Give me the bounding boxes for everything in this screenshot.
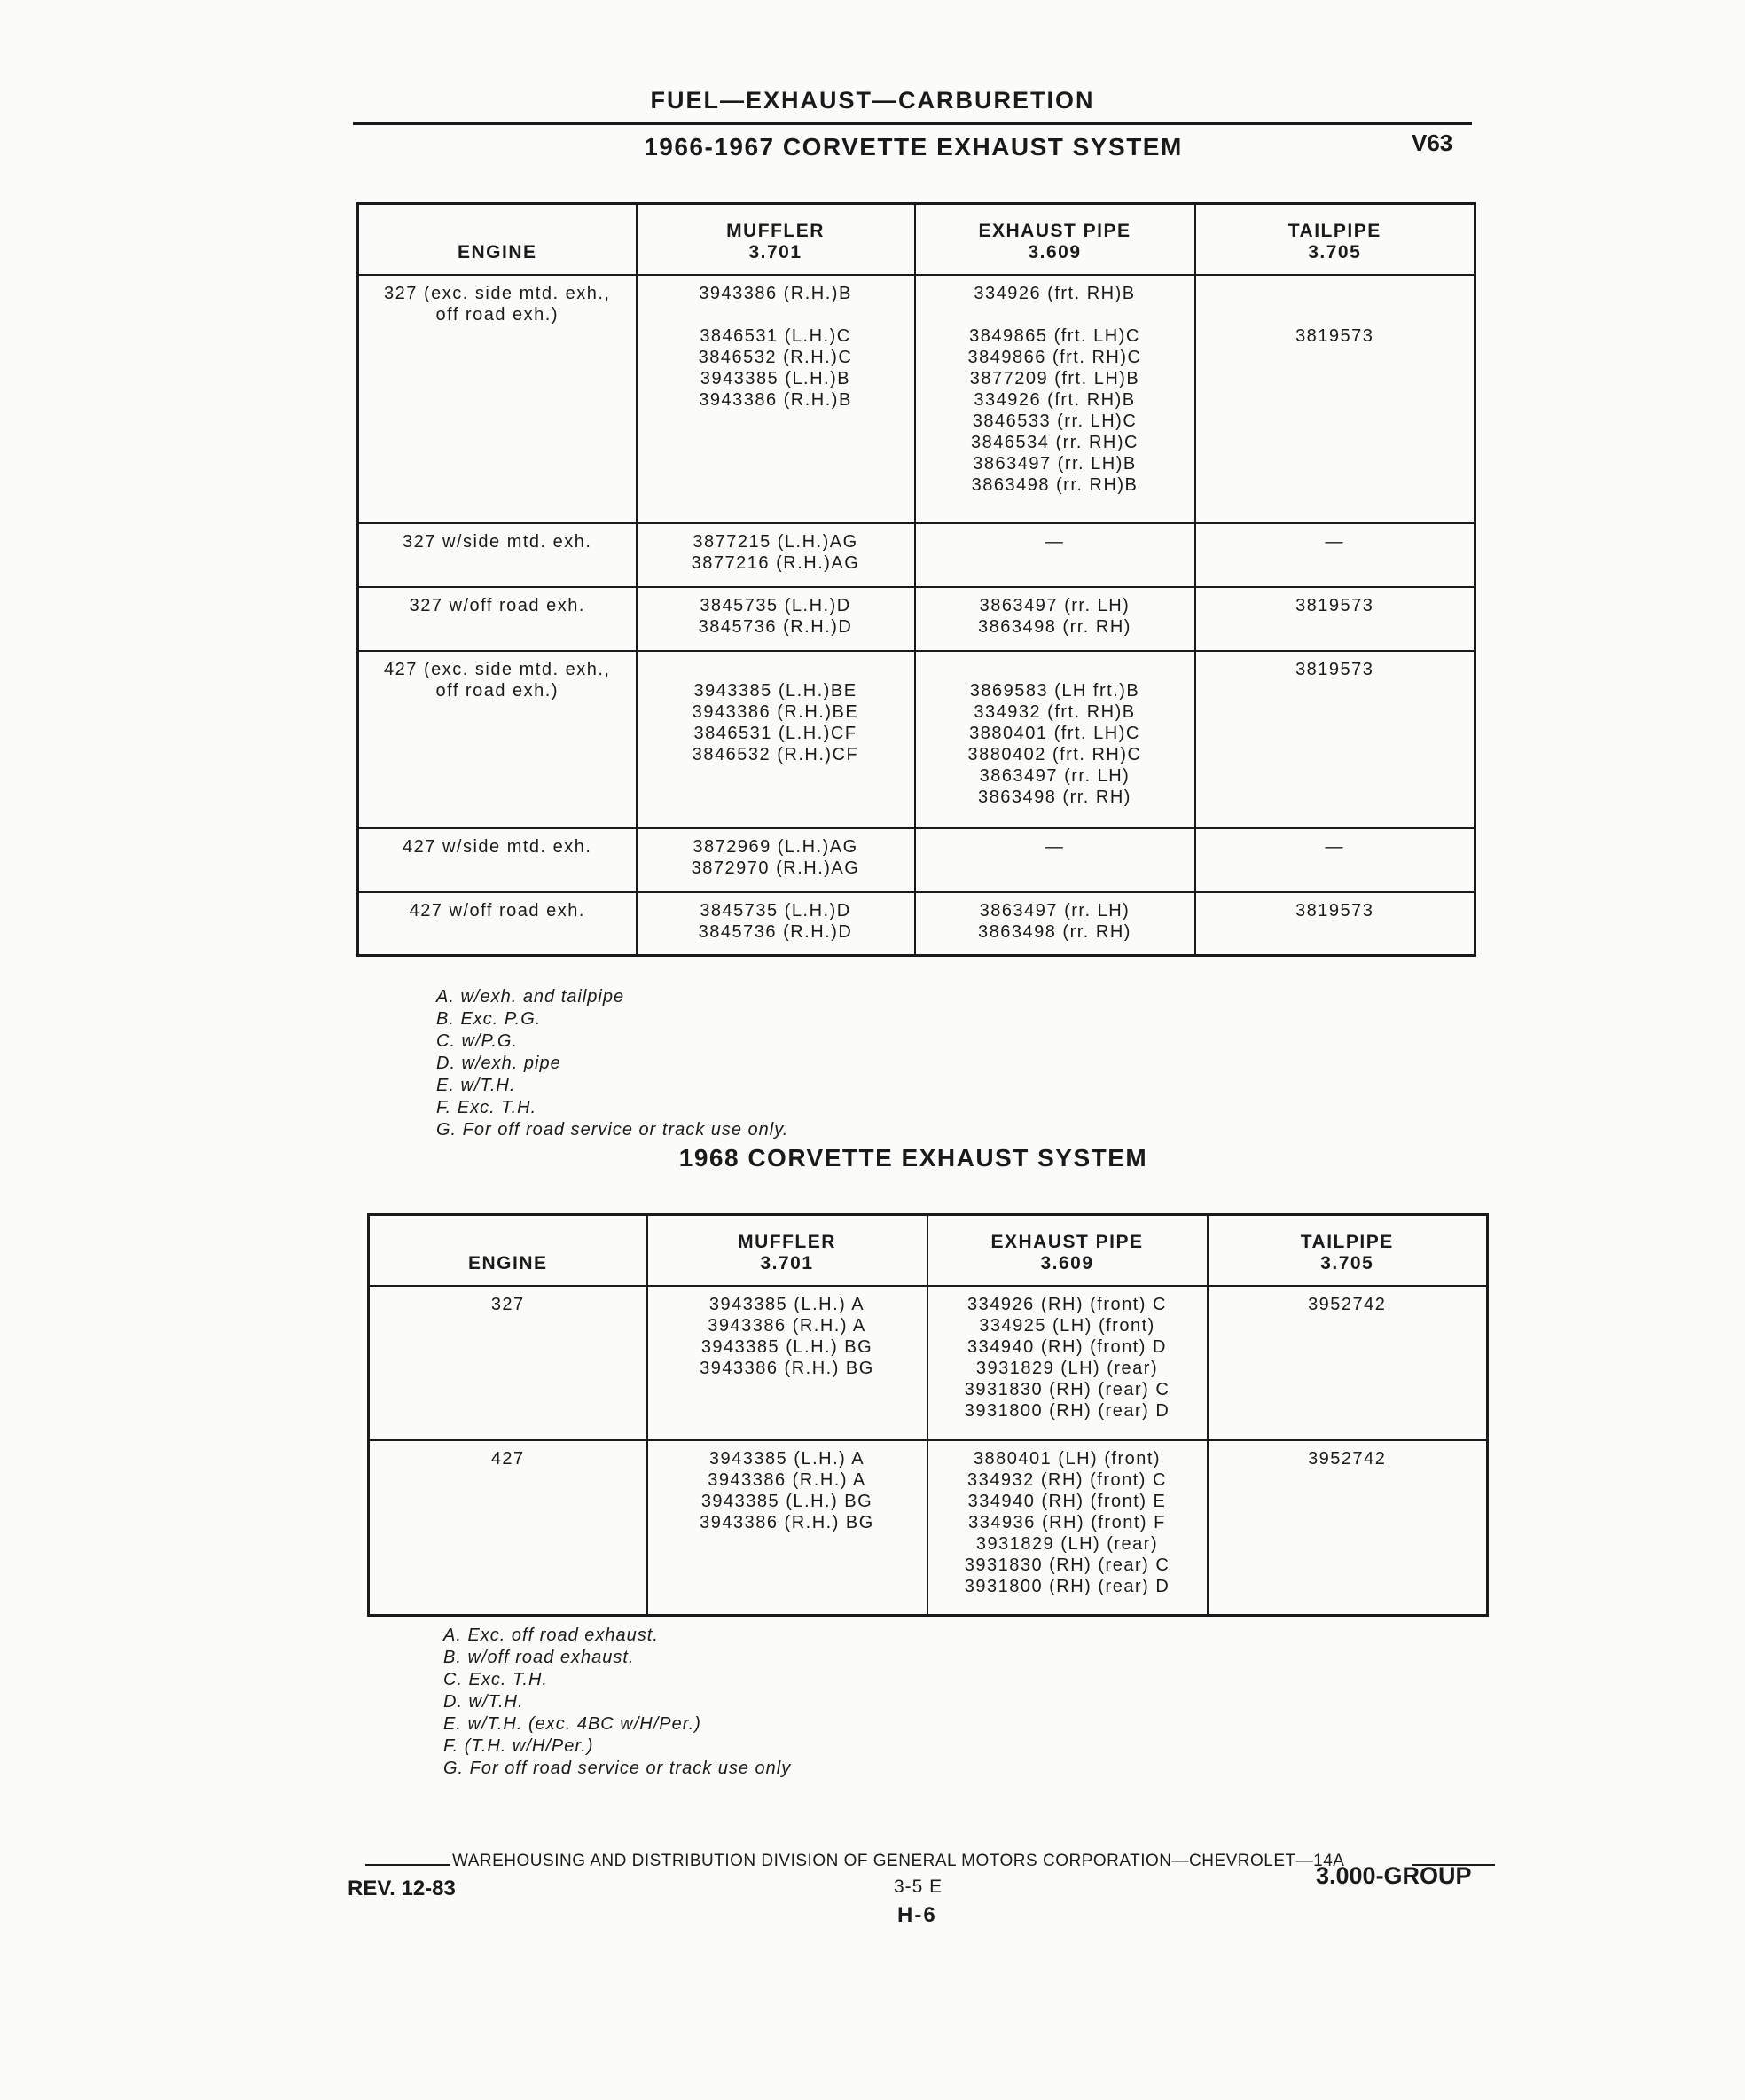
cell-line: 3877209 (frt. LH)B (969, 368, 1140, 388)
table-row (369, 1286, 1488, 1440)
footnote: B. Exc. P.G. (436, 1009, 542, 1029)
cell-line: 3845736 (R.H.)D (698, 616, 853, 637)
cell-line: 334932 (RH) (front) C (967, 1469, 1167, 1490)
table2-header-row (369, 1215, 1488, 1286)
table1-header-row (358, 204, 1475, 275)
footnote: C. w/P.G. (436, 1031, 518, 1051)
cell-line: 3952742 (1308, 1294, 1387, 1314)
footnote: G. For off road service or track use only. (436, 1120, 789, 1140)
footer-rule-left (365, 1864, 450, 1866)
table-row (369, 1440, 1488, 1616)
cell-line (925, 304, 1186, 325)
cell-line (646, 304, 905, 325)
muffler-cell (647, 1286, 927, 1440)
table2-title: 1968 CORVETTE EXHAUST SYSTEM (678, 1144, 1148, 1171)
cell-line: 3863497 (rr. LH)B (973, 453, 1137, 474)
cell-line: 3863498 (rr. RH)B (971, 474, 1139, 495)
cell-line: 427 (490, 1448, 525, 1469)
tailpipe-cell (1195, 587, 1475, 651)
cell-line: 3943386 (R.H.)BE (692, 701, 859, 722)
engine-cell (358, 587, 637, 651)
cell-line: 3880402 (frt. RH)C (967, 744, 1142, 764)
footer-division: WAREHOUSING AND DISTRIBUTION DIVISION OF GENERAL MOTORS CORPORATION—CHEVROLET—14A (452, 1852, 1345, 1870)
table2-col-tailpipe: TAILPIPE 3.705 (1208, 1215, 1488, 1286)
cell-line: 327 (exc. side mtd. exh., (384, 283, 611, 303)
cell-line: 3931830 (RH) (rear) C (964, 1379, 1170, 1399)
cell-line (1205, 304, 1466, 325)
cell-line: — (1325, 836, 1344, 857)
cell-line: 3863498 (rr. RH) (978, 787, 1131, 807)
tailpipe-cell (1195, 275, 1475, 523)
cell-line: 3943386 (R.H.) A (708, 1469, 866, 1490)
table2 (367, 1213, 1489, 1617)
cell-line: 3931830 (RH) (rear) C (964, 1555, 1170, 1575)
exhaust-pipe-cell (915, 828, 1195, 892)
footnote: E. w/T.H. (436, 1076, 516, 1095)
cell-line: 3931800 (RH) (rear) D (964, 1400, 1170, 1421)
table1-notes (436, 986, 788, 1141)
cell-line: 3845735 (L.H.)D (700, 900, 851, 921)
cell-line: 3863497 (rr. LH) (979, 765, 1131, 786)
footnote: D. w/exh. pipe (436, 1054, 561, 1073)
cell-line: 3845735 (L.H.)D (700, 595, 851, 615)
exhaust-pipe-cell (915, 587, 1195, 651)
cell-line: off road exh.) (435, 304, 559, 325)
exhaust-pipe-cell (915, 523, 1195, 587)
cell-line: 334936 (RH) (front) F (968, 1512, 1166, 1532)
table2-col-muffler: MUFFLER 3.701 (647, 1215, 927, 1286)
exhaust-pipe-cell (927, 1440, 1208, 1616)
table1-col-engine: ENGINE (358, 204, 637, 275)
muffler-cell (637, 651, 915, 828)
group-number: 3.000-GROUP (1316, 1862, 1472, 1889)
page-section-code: 3-5 E (894, 1877, 943, 1897)
footnote: F. (T.H. w/H/Per.) (443, 1736, 594, 1756)
cell-line: 3849865 (frt. LH)C (969, 325, 1140, 346)
table2-col-exhaust-pipe: EXHAUST PIPE 3.609 (927, 1215, 1208, 1286)
cell-line: 3869583 (LH frt.)B (969, 680, 1140, 701)
cell-line: 427 (exc. side mtd. exh., (384, 659, 611, 679)
engine-cell (358, 892, 637, 956)
page-code: V63 (1412, 129, 1453, 156)
tailpipe-cell (1195, 651, 1475, 828)
cell-line: 3931800 (RH) (rear) D (964, 1576, 1170, 1596)
cell-line: 3863497 (rr. LH) (979, 900, 1131, 921)
footnote: F. Exc. T.H. (436, 1098, 537, 1117)
cell-line: 3845736 (R.H.)D (698, 921, 853, 942)
cell-line: 3880401 (LH) (front) (973, 1448, 1162, 1469)
footnote: A. w/exh. and tailpipe (436, 987, 625, 1007)
engine-cell (358, 275, 637, 523)
footnote: D. w/T.H. (443, 1692, 524, 1712)
cell-line: 334925 (LH) (front) (979, 1315, 1155, 1336)
footnote: B. w/off road exhaust. (443, 1648, 635, 1667)
cell-line: 3863497 (rr. LH) (979, 595, 1131, 615)
cell-line: 3943385 (L.H.) BG (700, 1336, 873, 1357)
cell-line: 334926 (RH) (front) C (967, 1294, 1167, 1314)
table-row (358, 275, 1475, 523)
exhaust-pipe-cell (915, 275, 1195, 523)
cell-line: 334926 (frt. RH)B (974, 389, 1136, 410)
table2-col-engine: ENGINE (369, 1215, 647, 1286)
muffler-cell (637, 828, 915, 892)
tailpipe-cell (1195, 892, 1475, 956)
cell-line: 3943386 (R.H.) BG (700, 1358, 874, 1378)
table2-body (369, 1286, 1488, 1616)
cell-line: 3880401 (frt. LH)C (969, 723, 1140, 743)
table1-body (358, 275, 1475, 956)
table1-col-exhaust-pipe: EXHAUST PIPE 3.609 (915, 204, 1195, 275)
cell-line: 334940 (RH) (front) D (967, 1336, 1167, 1357)
cell-line: 3931829 (LH) (rear) (975, 1533, 1159, 1554)
table1-col-tailpipe: TAILPIPE 3.705 (1195, 204, 1475, 275)
table2-notes (443, 1625, 791, 1780)
cell-line: 427 w/side mtd. exh. (403, 836, 592, 857)
table-row (358, 651, 1475, 828)
tailpipe-cell (1195, 523, 1475, 587)
cell-line: 3819573 (1295, 659, 1374, 679)
cell-line: 3943385 (L.H.) BG (700, 1491, 873, 1511)
table-row (358, 828, 1475, 892)
cell-line: 327 w/side mtd. exh. (403, 531, 592, 552)
cell-line: 3943386 (R.H.) A (708, 1315, 866, 1336)
cell-line: 3819573 (1295, 900, 1374, 921)
table1-col-muffler: MUFFLER 3.701 (637, 204, 915, 275)
footnote: A. Exc. off road exhaust. (443, 1626, 659, 1645)
cell-line: 3846533 (rr. LH)C (972, 411, 1138, 431)
cell-line: 3943386 (R.H.) BG (700, 1512, 874, 1532)
cell-line: 327 (490, 1294, 525, 1314)
muffler-cell (637, 523, 915, 587)
table-row (358, 523, 1475, 587)
engine-cell (369, 1286, 647, 1440)
table-row (358, 587, 1475, 651)
engine-cell (358, 828, 637, 892)
cell-line: 327 w/off road exh. (409, 595, 585, 615)
cell-line: 427 w/off road exh. (409, 900, 585, 921)
engine-cell (358, 523, 637, 587)
section-heading: FUEL—EXHAUST—CARBURETION (650, 87, 1095, 114)
cell-line: — (1325, 531, 1344, 552)
cell-line: 3819573 (1295, 595, 1374, 615)
cell-line: 334940 (RH) (front) E (967, 1491, 1167, 1511)
exhaust-pipe-cell (915, 892, 1195, 956)
footnote: G. For off road service or track use only (443, 1759, 792, 1778)
cell-line: — (1045, 531, 1065, 552)
footnote: E. w/T.H. (exc. 4BC w/H/Per.) (443, 1714, 701, 1734)
cell-line: 3846531 (L.H.)C (700, 325, 851, 346)
cell-line: 3877215 (L.H.)AG (693, 531, 858, 552)
cell-line: 334926 (frt. RH)B (974, 283, 1136, 303)
cell-line: 3846534 (rr. RH)C (971, 432, 1139, 452)
muffler-cell (637, 275, 915, 523)
cell-line: 3943385 (L.H.)B (700, 368, 851, 388)
cell-line (1205, 283, 1466, 304)
cell-line: 3872970 (R.H.)AG (691, 858, 860, 878)
tailpipe-cell (1195, 828, 1475, 892)
table1 (356, 202, 1476, 957)
cell-line: 3849866 (frt. RH)C (967, 347, 1142, 367)
cell-line: 3943386 (R.H.)B (699, 389, 852, 410)
table-row (358, 892, 1475, 956)
cell-line: 3877216 (R.H.)AG (691, 552, 860, 573)
cell-line: 3872969 (L.H.)AG (693, 836, 858, 857)
cell-line: 3819573 (1295, 325, 1374, 346)
engine-cell (369, 1440, 647, 1616)
cell-line: 3943385 (L.H.)BE (693, 680, 857, 701)
page-number: H-6 (897, 1903, 937, 1927)
cell-line: 3863498 (rr. RH) (978, 616, 1131, 637)
cell-line: 3931829 (LH) (rear) (975, 1358, 1159, 1378)
cell-line: 3943385 (L.H.) A (708, 1448, 865, 1469)
footnote: C. Exc. T.H. (443, 1670, 548, 1689)
muffler-cell (637, 892, 915, 956)
revision-date: REV. 12-83 (348, 1877, 456, 1900)
table1-title: 1966-1967 CORVETTE EXHAUST SYSTEM (644, 133, 1183, 161)
cell-line: — (1045, 836, 1065, 857)
exhaust-pipe-cell (927, 1286, 1208, 1440)
exhaust-pipe-cell (915, 651, 1195, 828)
header-rule (353, 122, 1472, 125)
cell-line: off road exh.) (435, 680, 559, 701)
engine-cell (358, 651, 637, 828)
muffler-cell (647, 1440, 927, 1616)
cell-line: 3846532 (R.H.)C (698, 347, 853, 367)
tailpipe-cell (1208, 1440, 1488, 1616)
tailpipe-cell (1208, 1286, 1488, 1440)
cell-line (925, 659, 1186, 680)
cell-line: 3863498 (rr. RH) (978, 921, 1131, 942)
cell-line: 3943386 (R.H.)B (699, 283, 852, 303)
muffler-cell (637, 587, 915, 651)
cell-line: 3952742 (1308, 1448, 1387, 1469)
cell-line (646, 659, 905, 680)
cell-line: 3943385 (L.H.) A (708, 1294, 865, 1314)
cell-line: 334932 (frt. RH)B (974, 701, 1136, 722)
cell-line: 3846532 (R.H.)CF (692, 744, 859, 764)
cell-line: 3846531 (L.H.)CF (693, 723, 857, 743)
